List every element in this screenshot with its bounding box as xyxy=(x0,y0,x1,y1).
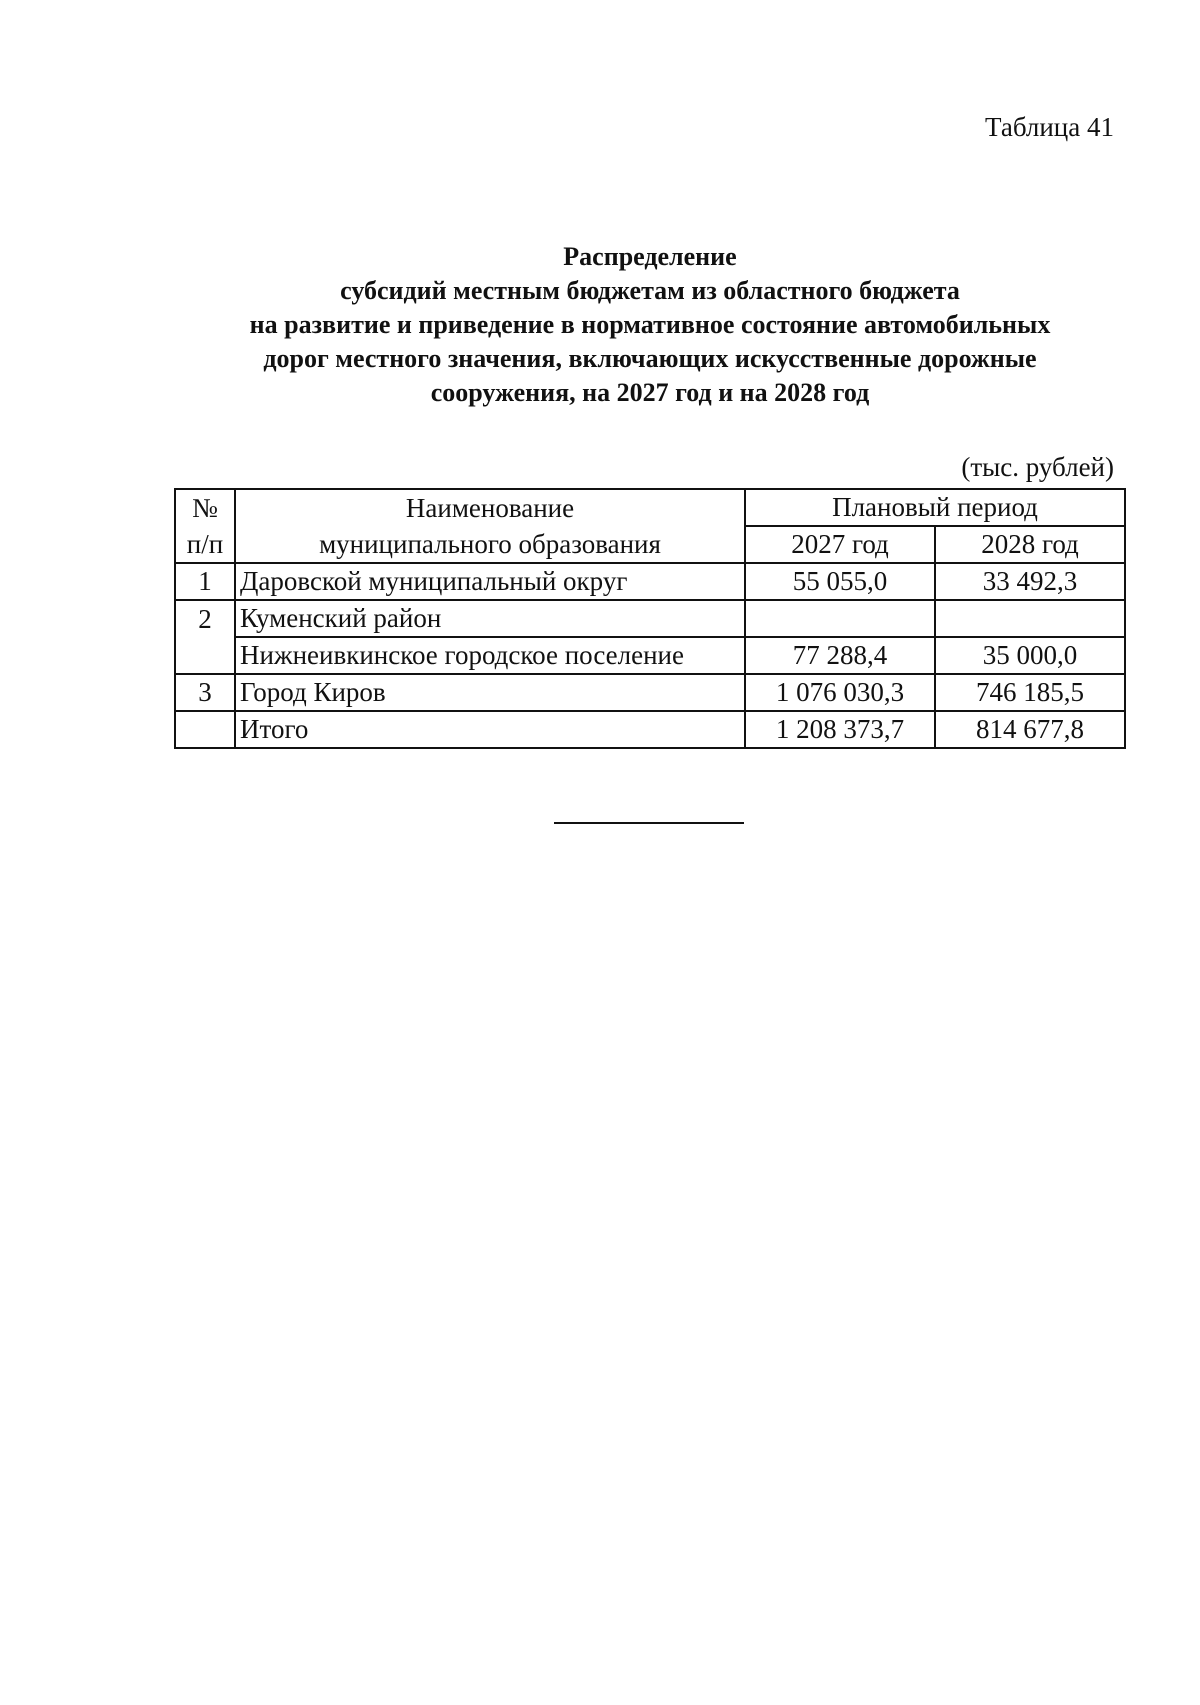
row-num xyxy=(175,637,235,674)
header-num-line1: № xyxy=(175,489,235,526)
row-value-2027 xyxy=(745,600,935,637)
title-line: на развитие и приведение в нормативное состояние автомобильных xyxy=(249,310,1051,339)
title-line: сооружения, на 2027 год и на 2028 год xyxy=(430,378,870,407)
table-header-row xyxy=(175,489,1125,526)
table-header-row xyxy=(175,526,1125,563)
title-line: Распределение xyxy=(563,242,737,271)
header-year-2028: 2028 год xyxy=(935,526,1125,563)
row-value-2028: 746 185,5 xyxy=(935,674,1125,711)
table-number-label: Таблица 41 xyxy=(985,112,1114,142)
row-name: Куменский район xyxy=(235,600,745,637)
row-name: Итого xyxy=(235,711,745,748)
closing-divider xyxy=(554,822,744,824)
row-value-2027: 1 076 030,3 xyxy=(745,674,935,711)
header-year-2027: 2027 год xyxy=(745,526,935,563)
row-value-2028: 35 000,0 xyxy=(935,637,1125,674)
table-row xyxy=(175,637,1125,674)
row-num: 2 xyxy=(175,600,235,637)
table-total-row xyxy=(175,711,1125,748)
row-num xyxy=(175,711,235,748)
row-name: Даровской муниципальный округ xyxy=(235,563,745,600)
row-num: 3 xyxy=(175,674,235,711)
row-value-2027: 55 055,0 xyxy=(745,563,935,600)
row-num: 1 xyxy=(175,563,235,600)
row-value-2028 xyxy=(935,600,1125,637)
header-name-line2: муниципального образования xyxy=(235,526,745,563)
row-name: Нижнеивкинское городское поселение xyxy=(235,637,745,674)
document-title xyxy=(150,240,1150,410)
header-num-line2: п/п xyxy=(175,526,235,563)
title-line: субсидий местным бюджетам из областного бюджета xyxy=(340,276,960,305)
row-value-2028: 33 492,3 xyxy=(935,563,1125,600)
table-row xyxy=(175,563,1125,600)
table-row xyxy=(175,600,1125,637)
row-value-2027: 77 288,4 xyxy=(745,637,935,674)
header-period: Плановый период xyxy=(745,489,1125,526)
row-value-2027: 1 208 373,7 xyxy=(745,711,935,748)
subsidy-table xyxy=(174,488,1126,749)
title-line: дорог местного значения, включающих искусственные дорожные xyxy=(263,344,1037,373)
row-value-2028: 814 677,8 xyxy=(935,711,1125,748)
units-label: (тыс. рублей) xyxy=(961,452,1114,482)
row-name: Город Киров xyxy=(235,674,745,711)
table-row xyxy=(175,674,1125,711)
header-name-line1: Наименование xyxy=(235,489,745,526)
